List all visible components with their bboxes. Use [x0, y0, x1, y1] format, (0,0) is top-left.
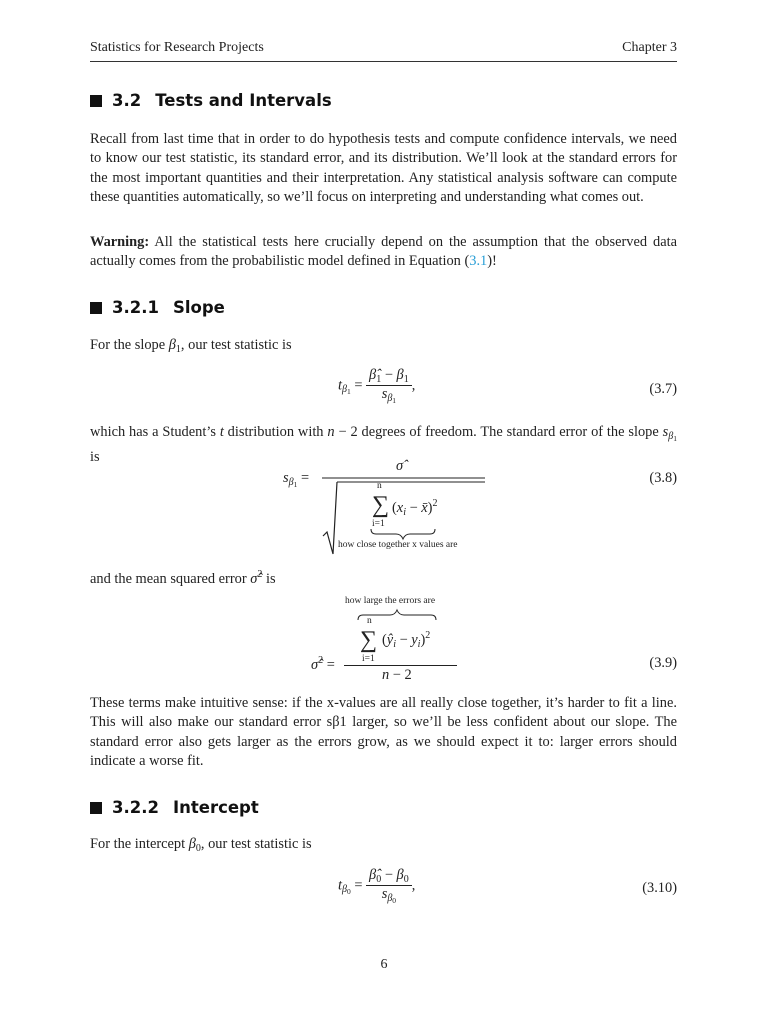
section-square-icon	[90, 302, 102, 314]
section-heading-3-2-2: 3.2.2 Intercept	[90, 798, 259, 817]
equation-number-3-10: (3.10)	[642, 880, 677, 896]
brace-label-x-spread: how close together x values are	[338, 540, 458, 550]
equation-3-9-lhs: σ̂$^2$ =	[311, 655, 335, 673]
section-heading-3-2-1: 3.2.1 Slope	[90, 298, 225, 317]
equation-3-10: $t_{\beta_0}$ = $\frac{\betâ_0 - \beta_0}{s_{\beta_0}}$ ,	[338, 867, 416, 905]
slope-intro: For the slope $\beta_1$, our test statistic is	[90, 337, 292, 355]
warning-label: Warning:	[90, 234, 150, 250]
fraction-bar	[344, 665, 457, 666]
intro-paragraph: Recall from last time that in order to do hypothesis tests and compute confidence intervals, we need to know our test statistic, its standard error, and its distribution. We’ll look at the standard errors for the most important quantities and their interpretation. Any statistical analysis software can compute these quantities automatically, so we’ll focus on interpreting and understanding what comes out.	[90, 131, 677, 205]
warning-paragraph: Warning: All the statistical tests here crucially depend on the assumption that the observed data actually comes from the probabilistic model defined in Equation (3.1)!	[90, 234, 677, 270]
intercept-intro: For the intercept $\beta_0$, our test statistic is	[90, 836, 312, 854]
equation-number-3-9: (3.9)	[649, 655, 677, 671]
section-square-icon	[90, 802, 102, 814]
equation-number-3-8: (3.8)	[649, 470, 677, 486]
mse-intro: and the mean squared error σ̂$^2$ is	[90, 569, 276, 587]
section-heading-3-2: 3.2 Tests and Intervals	[90, 91, 332, 110]
page-number: 6	[380, 957, 388, 972]
equation-3-8-lhs: $s_{\beta_1}$ =	[283, 470, 310, 489]
equation-3-8-numerator: σ̂	[396, 458, 404, 474]
section-square-icon	[90, 95, 102, 107]
running-header-chapter: Chapter 3	[622, 40, 677, 55]
interpretation-paragraph: These terms make intuitive sense: if the x-values are all really close together, it’s harder to fit a line. This will also make our standard error sβ1 larger, so we’ll be less confident about our slope. The standard error also gets larger as the errors grow, as we should expect it to: larger errors should indicate a worse fit.	[90, 695, 677, 769]
running-header-title: Statistics for Research Projects	[90, 40, 264, 55]
degrees-of-freedom: n − 2	[382, 667, 412, 683]
header-rule	[90, 61, 677, 62]
slope-distribution-text: which has a Student’s t distribution with n − 2 degrees of freedom. The standard error of the slope $s_{\beta_1}$ is	[90, 424, 677, 466]
equation-ref-link[interactable]: 3.1	[469, 253, 488, 270]
equation-3-7: $t_{\beta_1}$ = $\frac{\betâ_1 - \beta_1}{s_{\beta_1}}$ ,	[338, 367, 416, 405]
equation-number-3-7: (3.7)	[649, 381, 677, 397]
brace-label-error-size: how large the errors are	[345, 596, 436, 606]
